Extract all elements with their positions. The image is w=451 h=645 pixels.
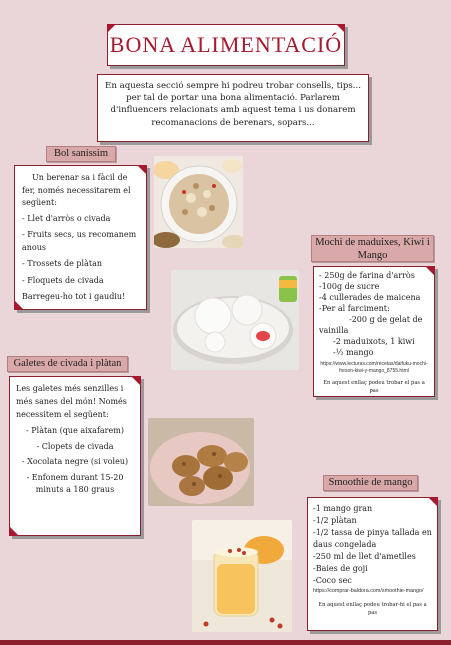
smoothie-line: -1 mango gran xyxy=(313,504,373,513)
intro-text xyxy=(97,74,369,142)
mochi-tag-label: Mochi de maduixes, Kiwi i Mango xyxy=(315,237,430,261)
mochi-line: -½ mango xyxy=(333,348,374,357)
recipe-card-bol xyxy=(14,165,147,310)
mochi-line: -4 cullerades de maicena xyxy=(319,293,421,302)
bowl-photo xyxy=(154,156,243,248)
bol-line: - Floquets de civada xyxy=(22,275,104,285)
bowl-illustration xyxy=(154,156,243,248)
galetes-line: - Plàtan (que aixafarem) xyxy=(26,426,124,436)
mochi-illustration xyxy=(171,270,299,370)
recipe-card-smoothie xyxy=(307,497,438,631)
cookies-photo xyxy=(148,418,254,506)
smoothie-line: -250 ml de llet d'ametlles xyxy=(313,552,416,561)
mochi-line: -200 g de gelat de vainilla xyxy=(319,315,423,335)
intro-paragraph: En aquesta secció sempre hi podreu trobar consells, tips... per tal de portar una bona alimentació. Parlarem d'influencers relacionats amb aquest tema i us donarem recomanacions de berenars, sopars... xyxy=(105,81,361,128)
smoothie-line: -Coco sec xyxy=(313,576,352,585)
galetes-line: Les galetes més senzilles i més sanes del món! Només necessitem el següent: xyxy=(16,384,127,419)
recipe-card-mochi xyxy=(313,266,435,397)
smoothie-line: -1/2 plàtan xyxy=(313,516,357,525)
smoothie-illustration xyxy=(192,520,292,632)
smoothie-line: -Baies de goji xyxy=(313,564,368,573)
mochi-link[interactable]: https://www.lecturas.com/recetas/daifuku-mochi-freson-kiwi-y-mango_8755.html xyxy=(320,361,428,374)
smoothie-photo xyxy=(192,520,292,632)
section-tag-smoothie xyxy=(323,475,418,491)
bol-line: Barregeu-ho tot i gaudiu! xyxy=(22,292,126,301)
bol-line: Un berenar sa i fàcil de fer, només necessitarem el següent: xyxy=(22,173,131,207)
bol-tag-label: Bol saníssim xyxy=(54,148,108,159)
galetes-line: - Xocolata negre (si voleu) xyxy=(21,457,129,467)
mochi-line: -100g de sucre xyxy=(319,282,380,291)
recipe-card-galetes xyxy=(9,376,141,536)
section-tag-galetes xyxy=(7,356,128,372)
galetes-line: - Enfonem durant 15-20 minuts a 180 graus xyxy=(26,472,124,495)
galetes-line: - Clopets de civada xyxy=(36,441,114,451)
smoothie-tag-label: Smoothie de mango xyxy=(328,477,413,488)
mochi-line: -2 maduixots, 1 kiwi xyxy=(333,337,415,346)
smoothie-note: En aquest enllaç podeu trobar-hi el pas a pas xyxy=(318,602,427,616)
mochi-photo xyxy=(171,270,299,370)
galetes-tag-label: Galetes de civada i plàtan xyxy=(13,358,122,369)
mochi-line: - 250g de farina d'arròs xyxy=(319,271,415,280)
bol-line: - Fruits secs, us recomanem anous xyxy=(22,230,137,252)
page-title xyxy=(107,24,345,66)
bottom-border xyxy=(0,640,451,645)
mochi-note: En aquest enllaç podeu trobar el pas a pas xyxy=(323,380,425,394)
cookies-illustration xyxy=(148,418,254,506)
page-title-text: BONA ALIMENTACIÓ xyxy=(109,32,343,57)
section-tag-bol xyxy=(46,146,116,162)
smoothie-link[interactable]: https://comprar-baldora.com/smoothie-mango/ xyxy=(313,588,424,594)
bol-line: - Llet d'arròs o civada xyxy=(22,213,111,223)
mochi-line: -Per al farciment: xyxy=(319,304,390,313)
smoothie-line: -1/2 tassa de pinya tallada en daus congelada xyxy=(313,528,432,549)
bol-line: - Trossets de plàtan xyxy=(22,259,103,268)
section-tag-mochi xyxy=(311,235,434,262)
